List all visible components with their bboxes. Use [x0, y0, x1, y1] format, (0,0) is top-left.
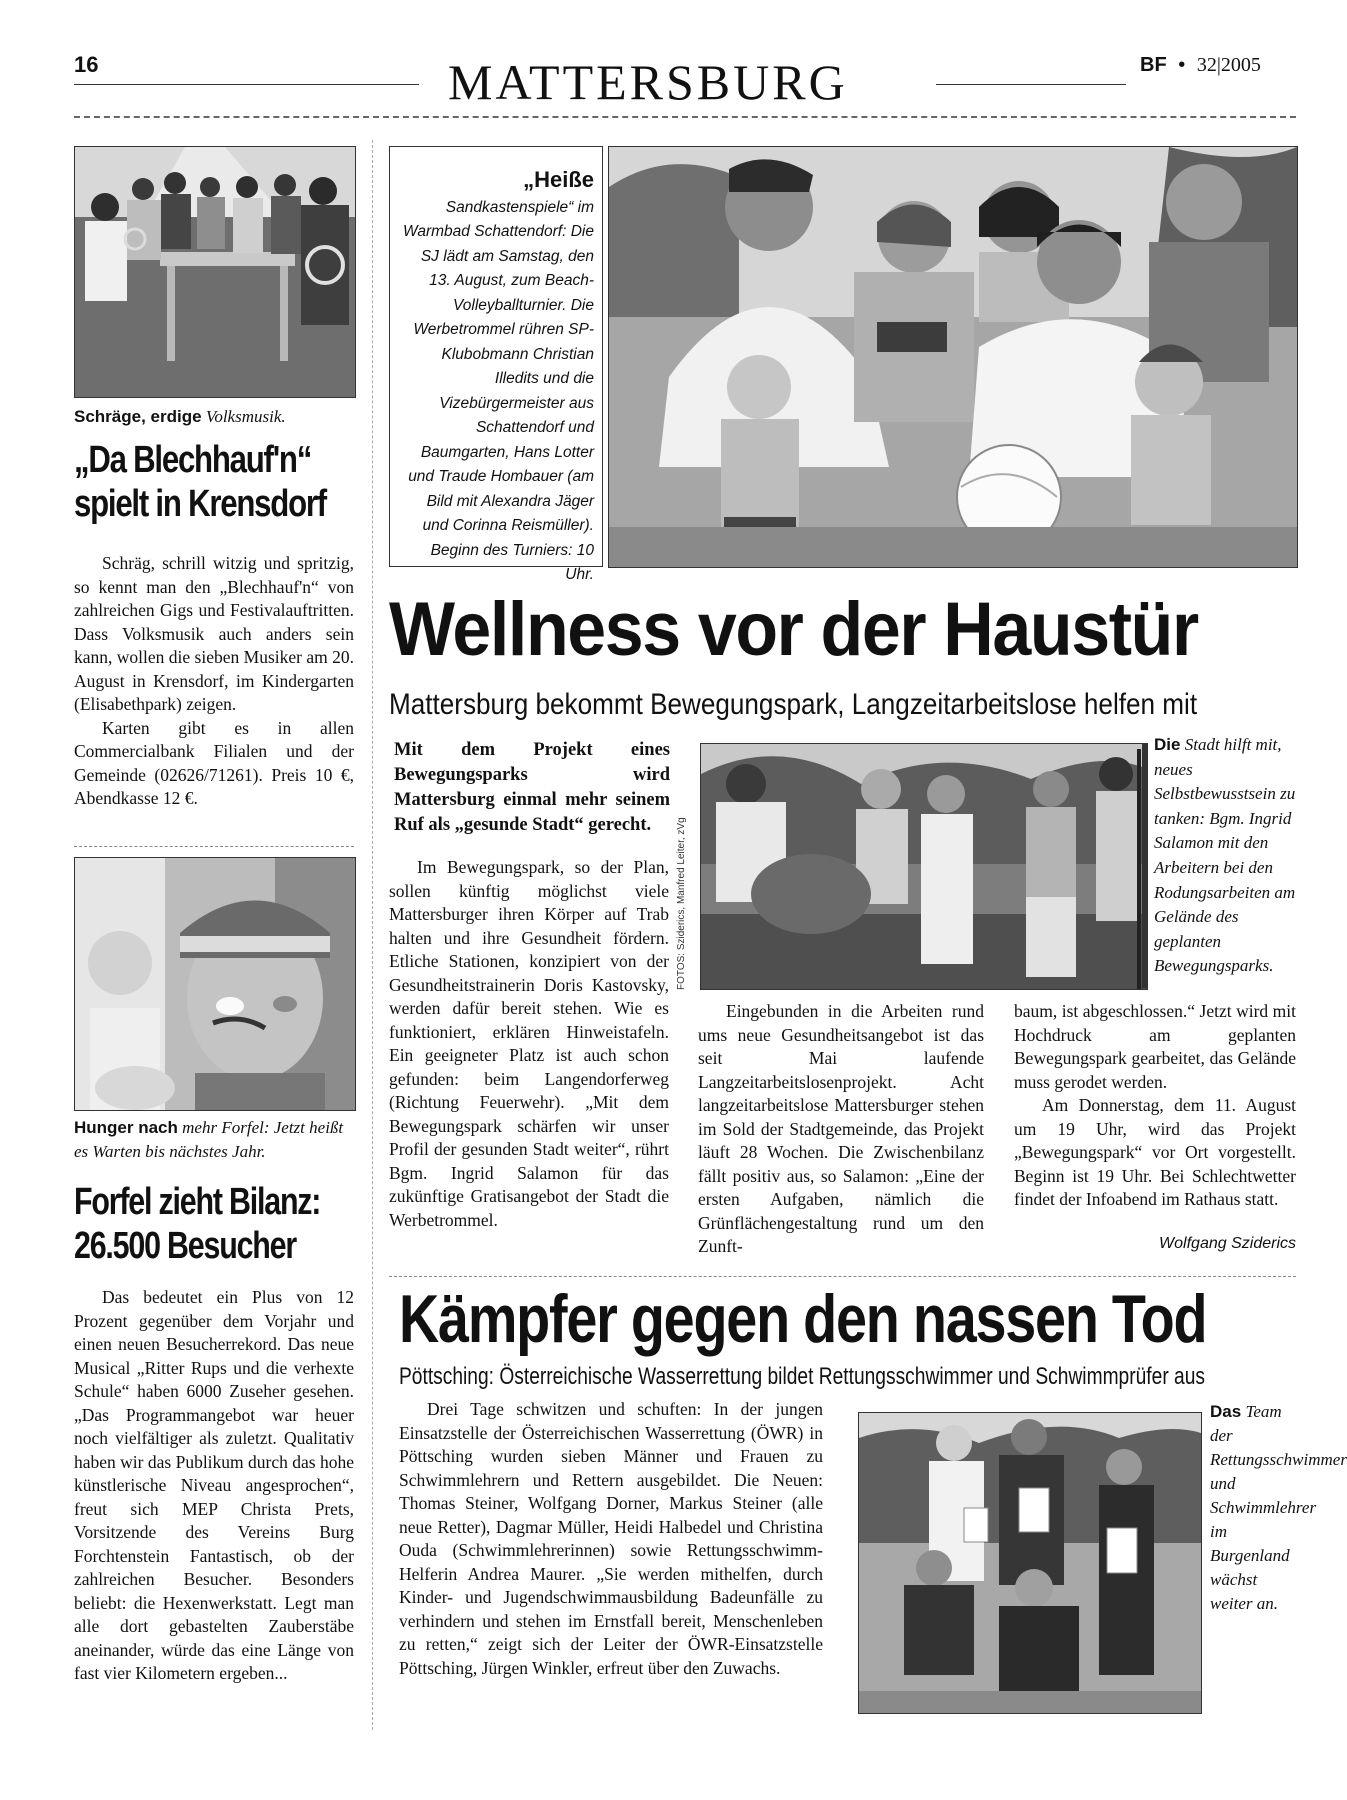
wellness-column-2: Eingebunden in die Arbeiten rund ums neue Gesundheitsangebot ist das seit Mai laufende Langzeitarbeitslosenprojekt. Acht langzeitarbeitslose Mattersburger stehen im Sold der Stadtgemeinde, das Projekt läuft 28 Wochen. Die Zwischenbilanz fällt positiv aus, so Salamon: „Eine der ersten Aufgaben, nämlich die Grünflächengestaltung rund um den Zunft- [698, 1001, 984, 1256]
header-divider [74, 116, 1296, 118]
page-number: 16 [74, 52, 99, 77]
wellness-headline: Wellness vor der Haustür [389, 587, 1198, 672]
wellness-author: Wolfgang Sziderics [1159, 1235, 1296, 1252]
rescue-subhead: Pöttsching: Österreichische Wasserrettung bildet Rettungsschwimmer und Schwimmprüfer aus [399, 1363, 1206, 1390]
issue-number: 32|2005 [1196, 54, 1261, 76]
child-photo [74, 857, 356, 1111]
rescue-headline-wrap [399, 1282, 1296, 1358]
header-rule-left [74, 84, 419, 85]
forfel-headline: Forfel zieht Bilanz: 26.500 Besucher [74, 1181, 321, 1267]
band-photo-caption: Schräge, erdige Volksmusik. [74, 407, 286, 426]
wellness-column-3: baum, ist abgeschlossen.“ Jetzt wird mit Hochdruck am geplanten Bewegungspark gearbeitet, das Gelände muss gerodet werden. Am Donnerstag, dem 11. August um 19 Uhr, wird das Projekt „Bewegungspark“ vor Ort vorgestellt. Beginn ist 19 Uhr. Bei Schlechtwetter findet der Infoabend im Rathaus statt. [1014, 1001, 1296, 1209]
rescue-body: Drei Tage schwitzen und schuften: In der jungen Einsatzstelle der Österreichischen Wasserrettung (ÖWR) in Pöttsching wurden sieben Männer und Frauen zu Schwimmlehrern und Rettern ausgebildet. Die Neuen: Thomas Steiner, Wolfgang Dorner, Markus Steiner (alle neue Retter), Dagmar Müller, Heidi Halbedel und Christina Ouda (Schwimmlehrerinnen) sowie Rettungsschwimm-Helferin Andrea Maurer. „Sie werden mithelfen, durch Kinder- und Jugendschwimmausbildung Badeunfälle zu verhindern und stehen im Ernstfall bereit, Menschenleben zu retten,“ zeigt sich der Leiter der ÖWR-Einsatzstelle Pöttsching, Jürgen Winkler, erfreut über den Zuwachs. [399, 1399, 823, 1678]
rescue-headline: Kämpfer gegen den nassen Tod [399, 1281, 1207, 1357]
child-photo-caption: Hunger nach mehr Forfel: Jetzt heißt es Warten bis nächstes Jahr. [74, 1118, 344, 1161]
beach-photo [608, 146, 1298, 568]
separator-dot: • [1178, 54, 1186, 76]
wellness-headline-wrap [389, 588, 1299, 674]
rescue-caption: Das Team der Rettungsschwimmer und Schwimmlehrer im Burgenland wächst weiter an. [1210, 1402, 1347, 1613]
blechhaufn-body [74, 552, 354, 811]
child-photo-image [75, 858, 355, 1110]
wellness-caption-bar [1142, 743, 1148, 988]
wellness-subhead: Mattersburg bekommt Bewegungspark, Langzeitarbeitslose helfen mit [389, 688, 1198, 721]
blechhaufn-headline: „Da Blechhauf'n“ spielt in Krensdorf [74, 439, 326, 525]
wellness-photo-image [701, 744, 1147, 989]
issue-label [1140, 54, 1261, 77]
beach-photo-image [609, 147, 1297, 567]
band-photo-image [75, 147, 355, 397]
column-divider [372, 140, 373, 1730]
rescue-subhead-wrap [399, 1362, 1296, 1396]
paper-name: BF [1140, 54, 1167, 76]
wellness-caption: Die Stadt hilft mit, neues Selbstbewusstsein zu tanken: Bgm. Ingrid Salamon mit den Arbeitern bei den Rodungsarbeiten am Gelände des geplanten Bewegungsparks. [1154, 735, 1296, 976]
wellness-lead: Mit dem Projekt eines Bewegungsparks wird Mattersburg einmal mehr seinem Ruf als „gesunde Stadt“ gerecht. [394, 740, 670, 835]
header-rule-right [936, 84, 1126, 85]
wellness-column-1: Im Bewegungspark, so der Plan, sollen künftig möglichst viele Mattersburger ihren Körper auf Trab halten und ihre Gesundheit fördern. Etliche Stationen, konzipiert von der Gesundheitstrainerin Doris Kastovsky, werden dafür bereit stehen. Wie es funktioniert, erklären Hinweistafeln. Ein geeigneter Platz ist auch schon gefunden: beim Langendorferweg (Richtung Feuerwehr). „Mit dem Bewegungspark schärfen wir unser Profil der gesunden Stadt weiter“, rührt Bgm. Ingrid Salamon für das zukünftige Gratisangebot der Stadt die Werbetrommel. [389, 857, 669, 1230]
beach-caption: „Heiße Sandkastenspiele“ im Warmbad Schattendorf: Die SJ lädt am Samstag, den 13. August, zum Beach-Volleyballturnier. Die Werbetrommel rühren SP-Klubobmann Christian Illedits und die Vizebürgermeister aus Schattendorf und Baumgarten, Hans Lotter und Traude Hombauer (am Bild mit Alexandra Jäger und Corinna Reismüller). Beginn des Turniers: 10 Uhr. [403, 167, 594, 583]
blechhaufn-paragraph-2: Karten gibt es in allen Commercialbank Filialen und der Gemeinde (02626/71261). Preis 10 €, Abendkasse 12 €. [74, 717, 354, 808]
wellness-photo [700, 743, 1148, 990]
rescue-photo [858, 1412, 1202, 1714]
wellness-subhead-wrap [389, 687, 1299, 727]
section-title: MATTERSBURG [448, 54, 848, 110]
rescue-photo-image [859, 1413, 1201, 1713]
band-photo [74, 146, 356, 398]
left-divider [74, 846, 354, 847]
wellness-divider [389, 1276, 1296, 1277]
forfel-paragraph-1: Das bedeutet ein Plus von 12 Prozent gegenüber dem Vorjahr und einen neuen Besucherrekord. Das neue Musical „Ritter Rups und die verhexte Schule“ haben 6000 Zuseher gesehen. „Das Programmangebot war heuer noch vielfältiger als zuletzt. Qualitativ haben wir das Publikum durch das hohe künstlerische Niveau angesprochen“, freut sich MEP Christa Prets, Vorsitzende des Vereins Burg Forchtenstein Fantastisch, ob der zahlreichen Besucher. Besonders beliebt: die Hexenwerkstatt. Legt man alle dort gebastelten Zauberstäbe aneinander, würde das eine Länge von fast vier Kilometern ergeben... [74, 1287, 354, 1683]
forfel-body [74, 1286, 354, 1686]
blechhaufn-paragraph-1: Schräg, schrill witzig und spritzig, so kennt man den „Blechhauf'n“ von zahlreichen Gigs und Festivalauftritten. Dass Volksmusik auch anders sein kann, wollen die sieben Musiker am 20. August in Krensdorf, im Kindergarten (Elisabethpark) zeigen. [74, 553, 354, 714]
